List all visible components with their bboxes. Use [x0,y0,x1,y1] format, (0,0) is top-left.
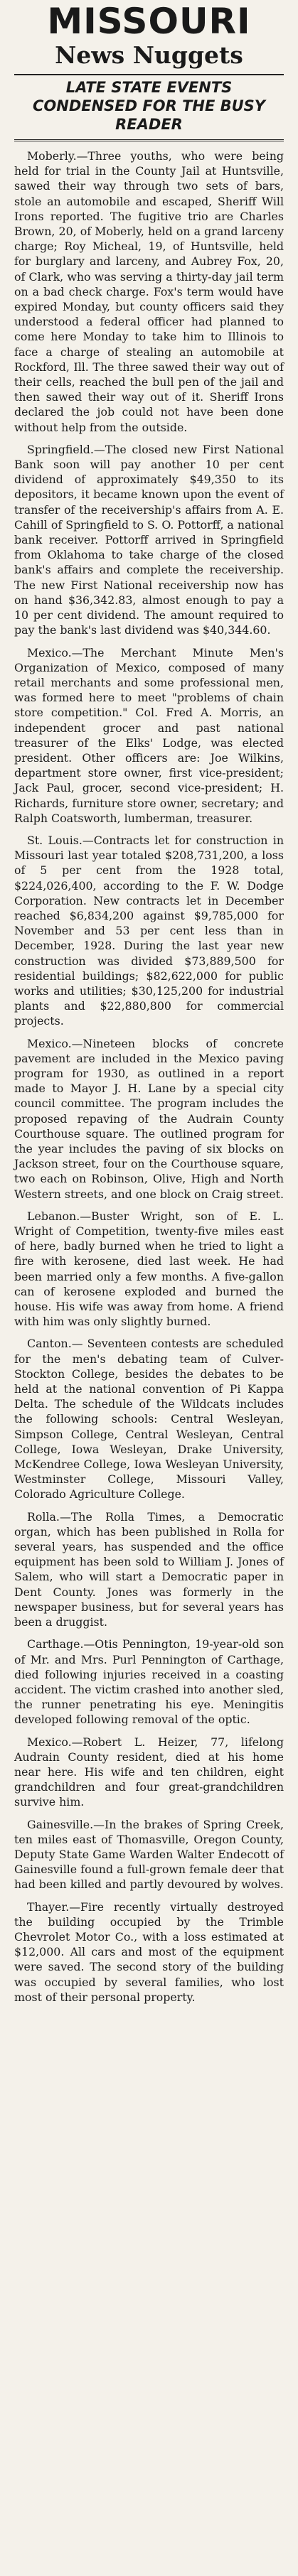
masthead-deck: LATE STATE EVENTS CONDENSED FOR THE BUSY READER [32,79,266,133]
news-item-carthage: Carthage.—Otis Pennington, 19-year-old son of Mr. and Mrs. Purl Pennington of Carthage, died following injuries received in a coasting accident. The victim crashed into another sled, the runner penetrating his eye. Meningitis developed following removal of the optic. [14,1637,284,1727]
news-item-rolla: Rolla.—The Rolla Times, a Democratic organ, which has been published in Rolla for several years, has suspended and the office equipment has been sold to William J. Jones of Salem, who will start a Democratic paper in Dent County. Jones was formerly in the newspaper business, but for several years has been a druggist. [14,1509,284,1629]
masthead-divider [14,74,284,75]
masthead [14,0,284,141]
news-item-moberly: Moberly.—Three youths, who were being held for trial in the County Jail at Huntsville, sawed their way through two sets of bars, stole an automobile and escaped, Sheriff Will Irons reported. The fugitive trio are Charles Brown, 20, of Moberly, held on a grand larceny charge; Roy Micheal, 19, of Huntsville, held for burglary and larceny, and Aubrey Fox, 20, of Clark, who was serving a thirty-day jail term on a bad check charge. Fox's term would have expired Monday, but county officers said they understood a federal officer had planned to come here Monday to take him to Illinois to face a charge of stealing an automobile at Rockford, Ill. The three sawed their way out of their cells, reached the bull pen of the jail and then sawed their way out of it. Sheriff Irons declared the job could not have been done without help from the outside. [14,149,284,434]
news-item-st-louis: St. Louis.—Contracts let for construction in Missouri last year totaled $208,731,200, a loss of 5 per cent from the 1928 total, $224,026,400, according to the F. W. Dodge Corporation. New contracts let in December reached $6,834,200 against $9,785,000 for November and 53 per cent less than in December, 1928. During the last year new construction was divided $73,889,500 for residential buildings; $82,622,000 for public works and utilities; $30,125,200 for industrial plants and $22,880,800 for commercial projects. [14,833,284,1028]
news-item-mexico-heizer: Mexico.—Robert L. Heizer, 77, lifelong Audrain County resident, died at his home near here. His wife and ten children, eight grandchildren and four great-grandchildren survive him. [14,1735,284,1809]
news-item-thayer: Thayer.—Fire recently virtually destroyed the building occupied by the Trimble Chevrolet Motor Co., with a loss estimated at $12,000. All cars and most of the equipment were saved. The second story of the building was occupied by several families, who lost most of their personal property. [14,1899,284,2004]
masthead-bottom-rule [14,139,284,141]
news-item-canton: Canton.— Seventeen contests are scheduled for the men's debating team of Culver-Stockton College, besides the debates to be held at the national convention of Pi Kappa Delta. The schedule of the Wildcats includes the following schools: Central Wesleyan, Simpson College, Central Wesleyan, Central College, Iowa Wesleyan, Drake University, McKendree College, Iowa Wesleyan University, Westminster College, Missouri Valley, Colorado Agriculture College. [14,1337,284,1502]
news-item-mexico-merchants: Mexico.—The Merchant Minute Men's Organization of Mexico, composed of many retail merchants and some professional men, was formed here to meet "problems of chain store competition." Col. Fred A. Morris, an independent grocer and past national treasurer of the Elks' Lodge, was elected president. Other officers are: Joe Wilkins, department store owner, first vice-president; Jack Paul, grocer, second vice-president; H. Richards, furniture store owner, secretary; and Ralph Coatsworth, lumberman, treasurer. [14,645,284,825]
masthead-title: MISSOURI [47,1,251,42]
news-item-springfield: Springfield.—The closed new First National Bank soon will pay another 10 per cent dividend of approximately $49,350 to its depositors, it became known upon the event of transfer of the receivership's affairs from A. E. Cahill of Springfield to S. O. Pottorff, a national bank receiver. Pottorff arrived in Springfield from Oklahoma to take charge of the closed bank's affairs and complete the receivership. The new First National receivership now has on hand $36,342.83, almost enough to pay a 10 per cent dividend. The amount required to pay the bank's last dividend was $40,344.60. [14,442,284,637]
news-item-lebanon: Lebanon.—Buster Wright, son of E. L. Wright of Competition, twenty-five miles east of here, badly burned when he tried to light a fire with kerosene, died last week. He had been married only a few months. A five-gallon can of kerosene exploded and burned the house. His wife was away from home. A friend with him was only slightly burned. [14,1209,284,1329]
news-item-mexico-paving: Mexico.—Nineteen blocks of concrete pavement are included in the Mexico paving program for 1930, as outlined in a report made to Mayor J. H. Lane by a special city council committee. The program includes the proposed repaving of the Audrain County Courthouse square. The outlined program for the year includes the paving of six blocks on Jackson street, four on the Courthouse square, two each on Robinson, Olive, High and North Western streets, and one block on Craig street. [14,1036,284,1201]
masthead-subtitle: News Nuggets [55,41,243,69]
news-item-gainesville: Gainesville.—In the brakes of Spring Creek, ten miles east of Thomasville, Oregon County, Deputy State Game Warden Walter Endecott of Gainesville found a full-grown female deer that had been killed and partly devoured by wolves. [14,1817,284,1892]
